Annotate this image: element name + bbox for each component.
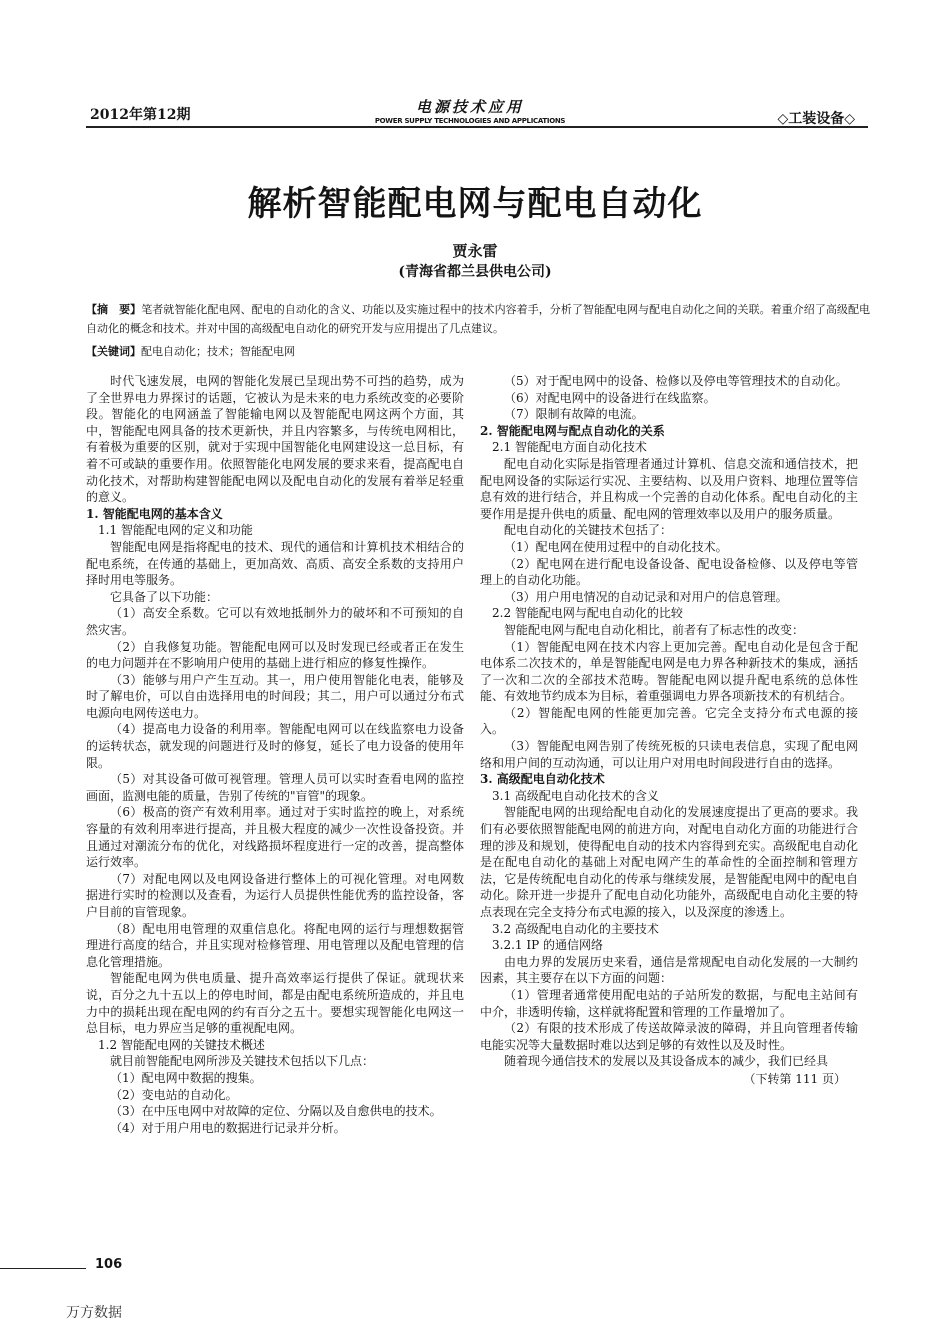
list-item: （4）提高电力设备的利用率。智能配电网可以在线监察电力设备的运转状态，就发现的问题进行及时的修复，延长了电力设备的使用年限。	[86, 722, 464, 770]
list-item: （3）智能配电网告别了传统死板的只读电表信息，实现了配电网络和用户间的互动沟通，可以让用户对用电时间段进行自由的选择。	[480, 739, 858, 770]
list-item: （6）对配电网中的设备进行在线监察。	[504, 390, 716, 405]
abstract-label: 【摘 要】	[86, 303, 142, 316]
subsection-heading: 2.1 智能配电方面自动化技术	[492, 440, 647, 455]
list-item: （3）在中压电网中对故障的定位、分隔以及自愈供电的技术。	[110, 1104, 442, 1119]
list-item: （6）极高的资产有效利用率。通过对于实时监控的晚上，对系统容量的有效利用率进行提高，并且极大程度的减少一次性设备投资。并且通过对潮流分布的优化，对线路损坏程度进行一定的改善，提高整体运行效率。	[86, 805, 464, 870]
subsection-heading: 3.2 高级配电自动化的主要技术	[492, 921, 659, 936]
list-item: （3）能够与用户产生互动。其一，用户使用智能化电表，能够及时了解电价，可以自由选择用电的时间段；其二，用户可以通过分布式电源向电网传送电力。	[86, 672, 464, 720]
issue-label: 2012年第12期	[90, 107, 191, 123]
keywords-text: 配电自动化；技术；智能配电网	[141, 345, 295, 358]
journal-title: 电源技术应用	[415, 98, 524, 116]
author-name: 贾永雷	[452, 242, 498, 260]
list-item: （1）高安全系数。它可以有效地抵制外力的破坏和不可预知的自然灾害。	[86, 606, 464, 637]
paragraph: 智能配电网与配电自动化相比，前者有了标志性的改变：	[504, 622, 805, 637]
paragraph: 时代飞速发展，电网的智能化发展已呈现出势不可挡的趋势，成为了全世界电力界探讨的话题，它被认为是未来的电力系统改变的必要阶段。智能化的电网涵盖了智能输电网以及智能配电网这两个方面，其中，智能配电网具备的技术更新快，并且内容繁多，与传统电网相比，有着极为重要的区别，就对于实现中国智能化电网建设这一总目标，有着不可或缺的重要作用。依照智能化电网发展的要求来看，提高配电自动化技术，对帮助构建智能配电网以及配电自动化的发展有着举足轻重的意义。	[86, 374, 464, 505]
list-item: （4）对于用户用电的数据进行记录并分析。	[110, 1120, 346, 1135]
author-affiliation: (青海省都兰县供电公司)	[398, 264, 552, 280]
section-heading: 1. 智能配电网的基本含义	[86, 506, 223, 521]
paragraph: 配电自动化实际是指管理者通过计算机、信息交流和通信技术，把配电网设备的实际运行实况、主要结构、以及用户资料、地理位置等信息有效的进行结合，并且构成一个完善的自动化体系。配电自动化的主要作用是提升供电的质量、配电网的管理效率以及用户的服务质量。	[480, 456, 858, 521]
section-label: ◇工装设备◇	[777, 111, 855, 127]
list-item: （1）配电网中数据的搜集。	[110, 1070, 262, 1085]
list-item: （2）自我修复功能。智能配电网可以及时发现已经或者正在发生的电力问题并在不影响用户使用的基础上进行相应的修复性操作。	[86, 639, 464, 671]
subsection-heading: 3.1 高级配电自动化技术的含义	[492, 788, 659, 803]
section-heading: 2. 智能配电网与配点自动化的关系	[480, 423, 665, 438]
list-item: （8）配电用电管理的双重信息化。将配电网的运行与理想数据管理进行高度的结合，并且实现对检修管理、用电管理以及配电管理的信息化管理措施。	[86, 921, 464, 969]
list-item: （2）配电网在进行配电设备设备、配电设备检修、以及停电等管理上的自动化功能。	[480, 556, 858, 588]
list-item: （2）有限的技术形成了传送故障录波的障碍，并且向管理者传输电能实况等大量数据时难以达到足够的有效性以及及时性。	[480, 1021, 858, 1052]
list-item: （7）限制有故障的电流。	[504, 407, 644, 422]
subsection-heading: 3.2.1 IP 的通信网络	[492, 938, 603, 953]
paragraph: 智能配电网是指将配电的技术、现代的通信和计算机技术相结合的配电系统，在传通的基础上，更加高效、高质、高安全系数的支持用户择时用电等服务。	[86, 539, 464, 588]
list-item: （2）变电站的自动化。	[110, 1087, 238, 1102]
list-item: （1）智能配电网在技术内容上更加完善。配电自动化是包含于配电体系二次技术的，单是智能配电网是电力界各种新技术的集成，涵括了一次和二次的全部技术范畴。智能配电网以提升配电系统的总体性能、有效地节约成本为目标，着重强调电力界各项新技术的有机结合。	[480, 639, 858, 704]
section-heading: 3. 高级配电自动化技术	[480, 772, 605, 787]
paragraph: 它具备了以下功能：	[110, 589, 219, 604]
subsection-heading: 2.2 智能配电网与配电自动化的比较	[492, 606, 683, 621]
footer-divider	[0, 1268, 86, 1269]
left-column	[86, 373, 464, 1136]
paragraph: 智能配电网为供电质量、提升高效率运行提供了保证。就现状来说，百分之九十五以上的停电时间，都是由配电系统所造成的，并且电力中的损耗出现在配电网的约有百分之五十。要想实现智能化电网这一总目标，电力界应当足够的重视配电网。	[86, 971, 464, 1036]
header-divider	[86, 126, 868, 128]
subsection-heading: 1.1 智能配电网的定义和功能	[98, 523, 253, 538]
paragraph: 由电力界的发展历史来看，通信是常规配电自动化发展的一大制约因素，其主要存在以下方面的问题：	[480, 954, 858, 986]
article-title: 解析智能配电网与配电自动化	[247, 184, 703, 224]
list-item: （5）对其设备可做可视管理。管理人员可以实时查看电网的监控画面，监测电能的质量，告别了传统的"盲管"的现象。	[86, 772, 464, 803]
paragraph: 智能配电网的出现给配电自动化的发展速度提出了更高的要求。我们有必要依照智能配电网的前进方向，对配电自动化方面的功能进行合理的涉及和规划，使得配电自动的技术内容得到充实。高级配电自动化是在配电自动化的基础上对配电网产生的革命性的全面控制和管理方法，它是传统配电自动化的传承与继续发展，是智能配电网中的配电自动化。除开进一步提升了配电自动化功能外，高级配电自动化主要的特点表现在完全支持分布式电源的接入，以及深度的渗透上。	[480, 805, 858, 919]
keywords	[86, 343, 870, 359]
journal-title-en: POWER SUPPLY TECHNOLOGIES AND APPLICATIONS	[374, 117, 566, 125]
subsection-heading: 1.2 智能配电网的关键技术概述	[98, 1037, 265, 1052]
paragraph: 配电自动化的关键技术包括了：	[504, 523, 673, 538]
continued-note: （下转第 111 页）	[743, 1071, 846, 1086]
list-item: （7）对配电网以及电网设备进行整体上的可视化管理。对电网数据进行实时的检测以及查看，为运行人员提供性能优秀的监控设备，客户目前的盲管现象。	[86, 871, 464, 919]
list-item: （2）智能配电网的性能更加完善。它完全支持分布式电源的接入。	[480, 705, 858, 737]
journal-masthead	[370, 96, 570, 125]
list-item: （5）对于配电网中的设备、检修以及停电等管理技术的自动化。	[504, 374, 848, 388]
right-column	[480, 373, 858, 1088]
watermark: 万方数据	[66, 1305, 122, 1321]
abstract	[86, 300, 870, 338]
paragraph: 就目前智能配电网所涉及关键技术包括以下几点：	[110, 1054, 375, 1069]
page-number: 106	[95, 1257, 123, 1272]
paragraph: 随着现今通信技术的发展以及其设备成本的减少，我们已经具	[504, 1054, 829, 1069]
list-item: （1）配电网在使用过程中的自动化技术。	[504, 539, 728, 554]
list-item: （1）管理者通常使用配电站的子站所发的数据，与配电主站间有中介，非透明传输，这样就将配置和管理的工作量增加了。	[480, 987, 858, 1019]
keywords-label: 【关键词】	[86, 345, 141, 358]
abstract-text: 笔者就智能化配电网、配电的自动化的含义、功能以及实施过程中的技术内容着手，分析了智能配电网与配电自动化之间的关联。着重介绍了高级配电自动化的概念和技术。并对中国的高级配电自动化的研究开发与应用提出了几点建议。	[86, 303, 870, 335]
list-item: （3）用户用电情况的自动记录和对用户的信息管理。	[504, 589, 788, 604]
